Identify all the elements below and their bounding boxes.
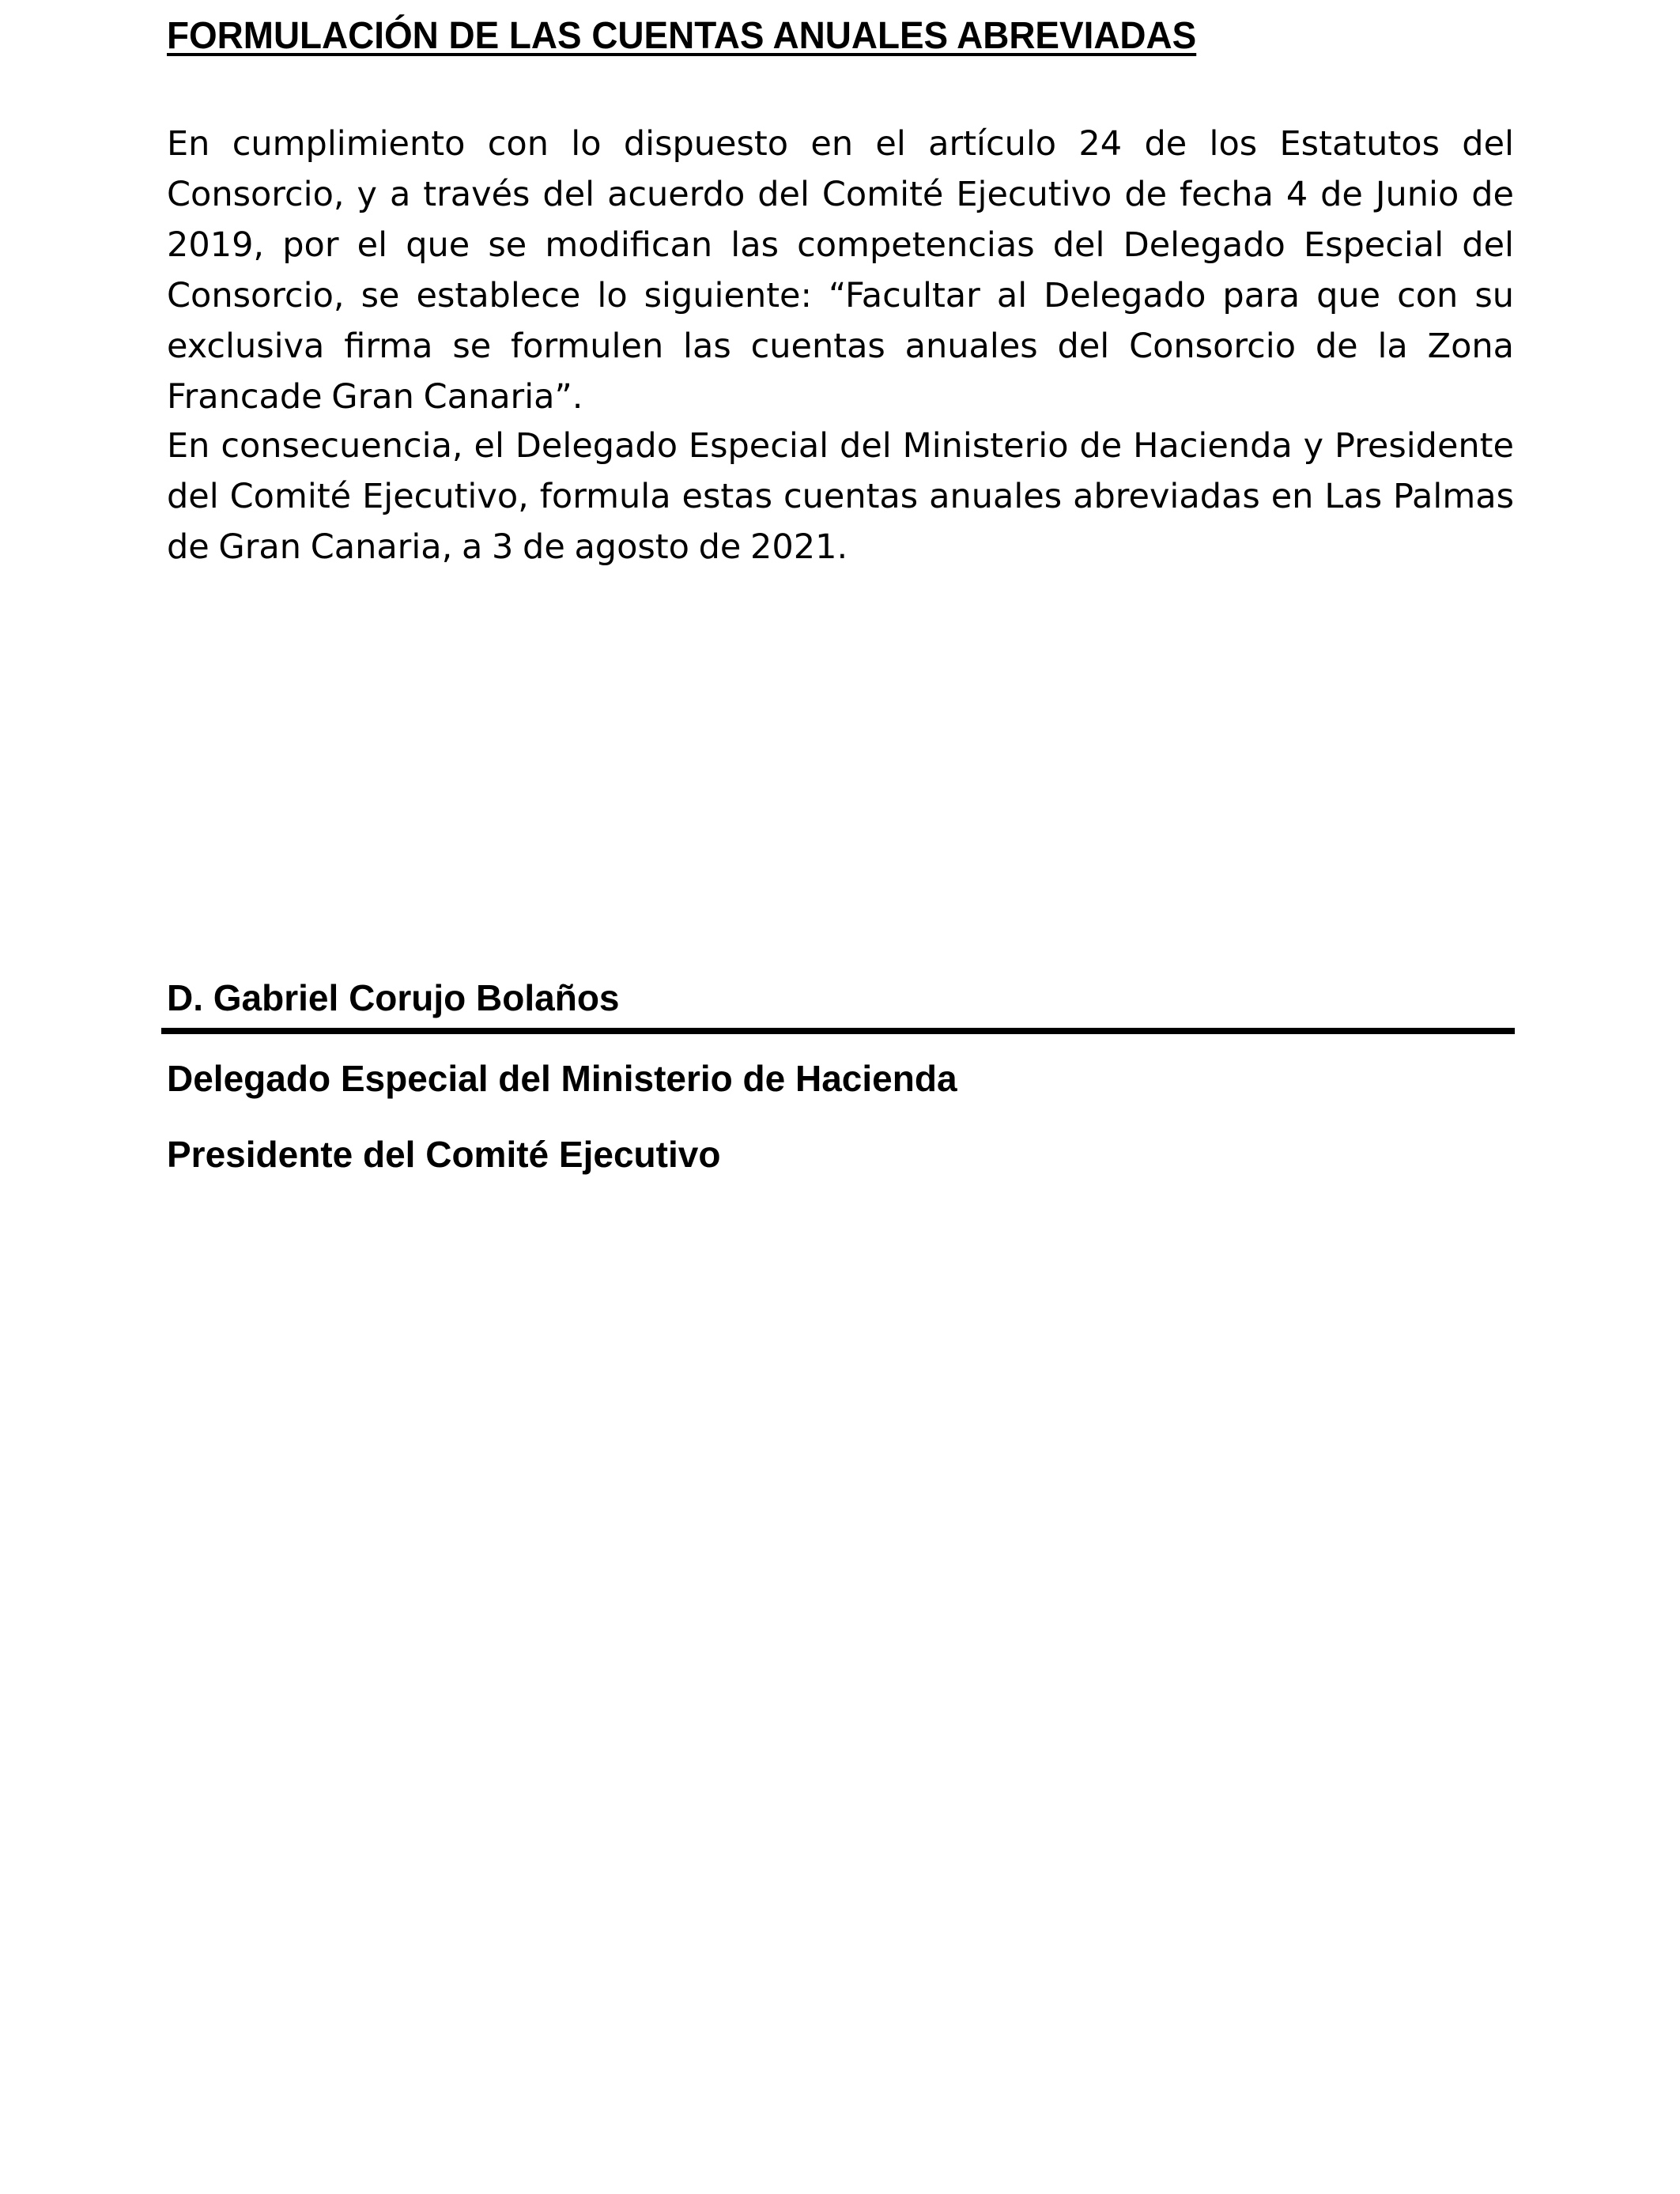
signature-line [161, 1028, 1515, 1034]
paragraph-formulation: En consecuencia, el Delegado Especial del Ministerio de Hacienda y Presidente del Comité Ejecutivo, formula estas cuentas anuales abreviadas en Las Palmas de Gran Canaria, a 3 de agosto de 2021. [167, 426, 1514, 567]
signatory-role-delegate: Delegado Especial del Ministerio de Hacienda [167, 1058, 957, 1099]
signatory-role-president: Presidente del Comité Ejecutivo [167, 1134, 721, 1175]
document-title: FORMULACIÓN DE LAS CUENTAS ANUALES ABREVIADAS [167, 15, 1197, 57]
signatory-name: D. Gabriel Corujo Bolaños [167, 977, 620, 1018]
paragraph-authorization: En cumplimiento con lo dispuesto en el artículo 24 de los Estatutos del Consorcio, y a través del acuerdo del Comité Ejecutivo de fecha 4 de Junio de 2019, por el que se modifican las competencias del Delegado Especial del Consorcio, se establece lo siguiente: “Facultar al Delegado para que con su exclusiva firma se formulen las cuentas anuales del Consorcio de la Zona Francade Gran Canaria”. [167, 124, 1514, 417]
